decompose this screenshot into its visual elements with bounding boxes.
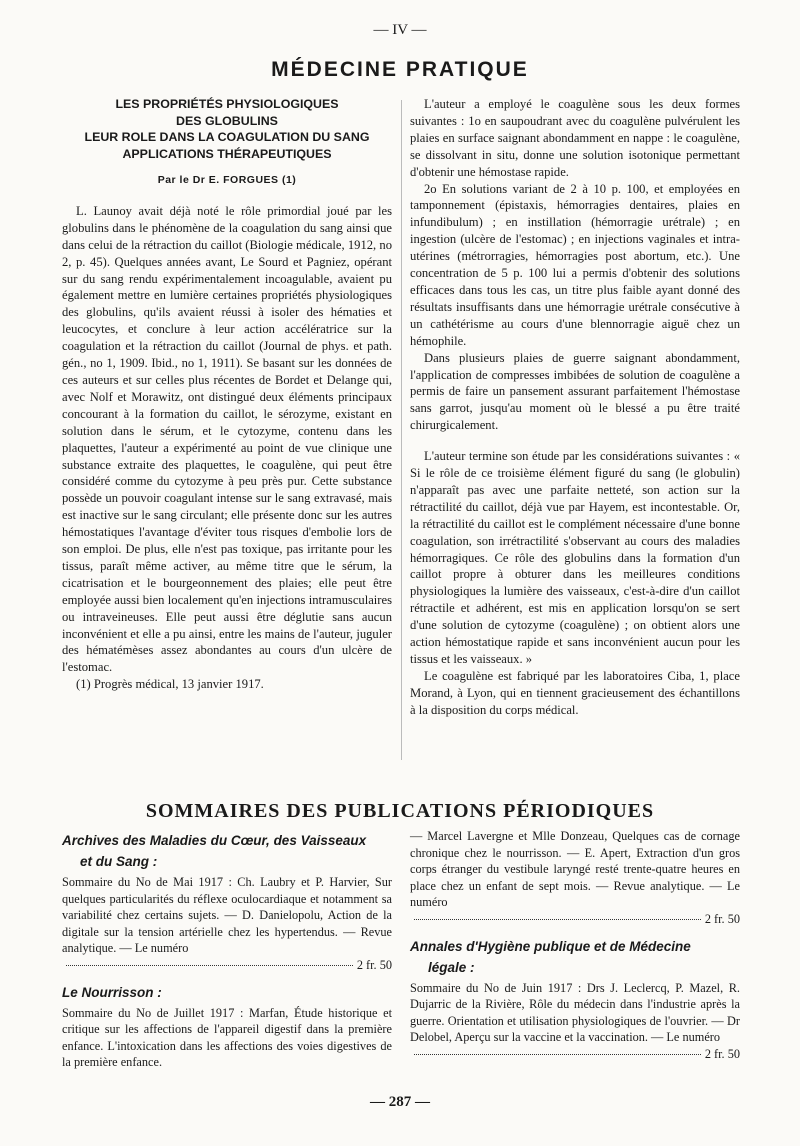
summary-entry: Sommaire du No de Juin 1917 : Drs J. Leclercq, P. Mazel, R. Dujarric de la Rivière, Rôle du médecin dans l'industrie après la guerre. Orientation et utilisation physiologiques de l'ouvrier. — Dr Delobel, Aperçu sur la vaccine et la vaccination. — Le numéro [410,980,740,1045]
sommaires-right-column [410,828,740,1063]
page-number: — IV — [373,22,427,38]
article-paragraph: Dans plusieurs plaies de guerre saignant abondamment, l'application de compresses imbibées de solution de coagulène a permis de faire un pansement assurant parfaitement l'hémostase sans garrot, jusqu'au moment où le blessé a pu être traité chirurgicalement. [410,350,740,433]
summary-text: Sommaire du No de Mai 1917 : Ch. Laubry et P. Harvier, Sur quelques particularités du réflexe oculocardiaque et notamment sa variabilité chez certains sujets. — D. Danielopolu, Action de la digitale sur la tension artérielle chez les hypertendus. — Revue analytique. — Le numéro [62,875,392,956]
folio: — 287 — [370,1094,430,1110]
article-right-column [410,96,740,719]
journal-title: Archives des Maladies du Cœur, des Vaisseaux [62,833,367,848]
article-title-line: APPLICATIONS THÉRAPEUTIQUES [122,146,332,161]
price: 2 fr. 50 [704,911,740,926]
summary-entry: Sommaire du No de Juillet 1917 : Marfan, Étude historique et critique sur les affections de l'appareil digestif dans la première enfance. L'intoxication dans les affections des voies digestives de la première enfance. [62,1005,392,1070]
summary-entry [62,874,392,957]
column-divider [401,100,402,760]
article-byline: Par le Dr E. FORGUES (1) [157,174,297,186]
article-paragraph: L. Launoy avait déjà noté le rôle primordial joué par les globulins dans le phénomène de la coagulation du sang ainsi que dans celui de la rétraction du caillot (Biologie médicale, 1912, no 2, p. 45). Quelques années avant, Le Sourd et Pagniez, opérant sur du sang rendu expérimentalement incoagulable, avaient pu également mettre en lumière certaines propriétés physiologiques des globulins, qu'ils avaient réussi à isoler des hématies et leucocytes, et conclure à leur action accélératrice sur la coagulation et la rétraction du caillot (Journal de phys. et path. gén., no 1, 1909. Ibid., no 1, 1911). Se basant sur les données de ces auteurs et sur celles plus récentes de Bordet et Delange qui, avec Nolf et Morawitz, ont distingué deux éléments principaux concourant à la formation du caillot, le sérozyme, existant en solution dans le sérum, et le cytozyme, contenu dans les plaquettes, l'auteur a expérimenté au point de vue clinique une substance extraite des plaquettes, le coagulène, qui peut être considéré comme du cytozyme à peu près pur. Cette substance possède un pouvoir coagulant intense sur le sang extravasé, mais est inactive sur le sang circulant; elle présente donc sur les autres hémostatiques l'avantage d'éviter tous risques d'embolie lors de son emploi. De plus, elle n'est pas toxique, pas irritante pour les tissus, paraît même activer, au même titre que le sérum, la cicatrisation et le bourgeonnement des plaies; elle peut être employée aussi bien localement qu'en injections intramusculaires ou intraveineuses. Elle peut aussi être déglutie sans aucun inconvénient et elle a pu ainsi, entre les mains de l'auteur, juguler des hématémèses assez abondantes au cours d'un ulcère de l'estomac. [62,203,392,675]
article-paragraph: Le coagulène est fabriqué par les laboratoires Ciba, 1, place Morand, à Lyon, qui en tiennent gracieusement des échantillons à la disposition du corps médical. [410,668,740,717]
dot-leader [414,1054,701,1055]
article-footnote: (1) Progrès médical, 13 janvier 1917. [76,677,264,692]
article-title-line: DES GLOBULINS [176,113,278,128]
price-line [410,911,740,928]
price: 2 fr. 50 [356,957,392,972]
dot-leader [414,919,701,920]
article-paragraph: L'auteur termine son étude par les considérations suivantes : « Si le rôle de ce troisième élément figuré du sang (le globulin) n'apparaît pas avec une parfaite netteté, son action sur la rétractilité du caillot, déjà vue par Hayem, est incontestable. Or, la rétractilité du caillot est le complément nécessaire d'une bonne coagulation, son irrétractilité s'observant au cours des maladies hémorragiques. Ce rôle des globulins dans la formation d'un caillot propre à obturer dans les meilleures conditions physiologiques la lumière des vaisseaux, c'est-à-dire d'un caillot rétractile et adhérent, est mis en application lorsqu'on se sert d'une solution de cytozyme (coagulène) ; on obtient alors une action hémostatique rapide et sans inconvénient aucun pour les tissus et les vaisseaux. » [410,449,740,666]
article-paragraph: 2o En solutions variant de 2 à 10 p. 100, et employées en tamponnement (épistaxis, hémorragies dentaires, plaies en infundibulum) ; en instillation (hémorragie urétrale) ; en ingestion (ulcère de l'estomac) ; en injections vaginales et intra-utérines (métrorragies, hémorragies post abortum, etc.). Une concentration de 5 p. 100 lui a permis d'obtenir des solutions efficaces dans tous les cas, un titre plus faible ayant donné des résultats insuffisants dans une hémorragie urétrale consécutive à un cathétérisme au cours d'une blennorragie aiguë chez un hémophile. [410,181,740,348]
journal-title-continued: et du Sang : [80,854,158,869]
price-line [62,957,392,974]
article-title-line: LEUR ROLE DANS LA COAGULATION DU SANG [84,130,370,144]
price-line [410,1046,740,1063]
article-title-line: LES PROPRIÉTÉS PHYSIOLOGIQUES [115,97,339,111]
journal-title: Le Nourrisson : [62,984,162,1000]
article-left-column [62,96,392,693]
journal-title-continued: légale : [428,959,475,975]
price: 2 fr. 50 [704,1046,740,1061]
article-paragraph: L'auteur a employé le coagulène sous les deux formes suivantes : 1o en saupoudrant avec du coagulène pulvérulent les plaies en surface saignant abondamment en nappe : le coagulène, se dissolvant in situ, donne une solution isotonique permettant d'obtenir une hémostase rapide. [410,97,740,179]
sommaires-heading: SOMMAIRES DES PUBLICATIONS PÉRIODIQUES [145,800,655,822]
journal-title: Annales d'Hygiène publique et de Médecine [410,938,691,954]
sommaires-left-column [62,828,392,1071]
summary-entry: — Marcel Lavergne et Mlle Donzeau, Quelques cas de cornage chronique chez le nourrisson. — E. Apert, Extraction d'un gros corps étranger du vestibule laryngé resté trente-quatre heures en place chez un enfant de sept mois. — Revue analytique. — Le numéro [410,829,740,910]
article-title [62,96,392,162]
section-heading: MÉDECINE PRATIQUE [271,58,529,81]
dot-leader [66,965,353,966]
